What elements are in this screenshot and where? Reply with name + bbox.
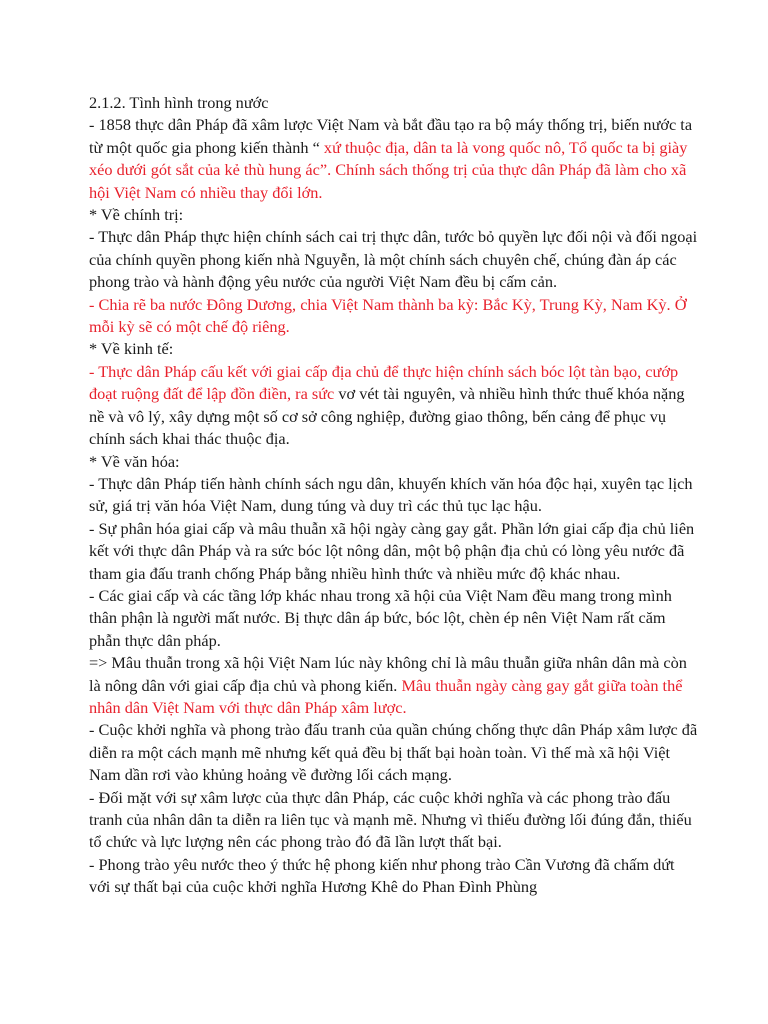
paragraph-6	[89, 338, 698, 360]
body-text: * Về văn hóa:	[89, 451, 180, 471]
body-text: * Về chính trị:	[89, 205, 184, 225]
paragraph-5	[89, 294, 698, 339]
highlighted-text: Mâu thuẫn ngày càng gay gắt giữa toàn thể nhân dân Việt Nam với thực dân Pháp xâm lược.	[89, 675, 683, 717]
paragraph-15	[89, 854, 698, 899]
body-text: - Cuộc khởi nghĩa và phong trào đấu tranh của quần chúng chống thực dân Pháp xâm lược đã diễn ra một cách mạnh mẽ nhưng kết quả đều bị thất bại hoàn toàn. Vì thế mà xã hội Việt Nam dần rơi vào khủng hoảng về đường lối cách mạng.	[89, 720, 698, 785]
paragraph-14	[89, 787, 698, 854]
paragraph-11	[89, 585, 698, 652]
body-text: - 1858 thực dân Pháp đã xâm lược Việt Nam và bắt đầu tạo ra bộ máy thống trị, biến nước ta từ một quốc gia phong kiến thành “	[89, 115, 693, 157]
paragraph-4	[89, 226, 698, 293]
body-text: => Mâu thuẫn trong xã hội Việt Nam lúc này không chỉ là mâu thuẫn giữa nhân dân mà còn là nông dân với giai cấp địa chủ và phong kiến.	[89, 653, 687, 695]
paragraph-7	[89, 361, 698, 451]
paragraph-1	[89, 92, 698, 114]
body-text: - Sự phân hóa giai cấp và mâu thuẫn xã hội ngày càng gay gắt. Phần lớn giai cấp địa chủ liên kết với thực dân Pháp và ra sức bóc lột nông dân, một bộ phận địa chủ có lòng yêu nước đã tham gia đấu tranh chống Pháp bằng nhiều hình thức và nhiều mức độ khác nhau.	[89, 518, 695, 583]
paragraph-2	[89, 114, 698, 204]
body-text: - Phong trào yêu nước theo ý thức hệ phong kiến như phong trào Cần Vương đã chấm dứt với sự thất bại của cuộc khởi nghĩa Hương Khê do Phan Đình Phùng	[89, 854, 675, 897]
body-text: 2.1.2. Tình hình trong nước	[89, 93, 269, 112]
body-text: - Các giai cấp và các tầng lớp khác nhau trong xã hội của Việt Nam đều mang trong mình thân phận là người mất nước. Bị thực dân áp bức, bóc lột, chèn ép nên Việt Nam rất căm phẫn thực dân pháp.	[89, 585, 672, 650]
paragraph-10	[89, 518, 698, 585]
body-text: vơ vét tài nguyên, và nhiều hình thức thuế khóa nặng nề và vô lý, xây dựng một số cơ sở công nghiệp, đường giao thông, bến cảng để phục vụ chính sách khai thác thuộc địa.	[89, 384, 685, 449]
body-text: - Thực dân Pháp tiến hành chính sách ngu dân, khuyến khích văn hóa độc hại, xuyên tạc lịch sử, giá trị văn hóa Việt Nam, dung túng và duy trì các thủ tục lạc hậu.	[89, 473, 693, 516]
paragraph-8	[89, 451, 698, 473]
paragraph-9	[89, 473, 698, 518]
highlighted-text: xứ thuộc địa, dân ta là vong quốc nô, Tổ quốc ta bị giày xéo dưới gót sắt của kẻ thù hung ác”. Chính sách thống trị của thực dân Pháp đã làm cho xã hội Việt Nam có nhiều thay đổi lớn.	[89, 137, 688, 202]
body-text: - Thực dân Pháp thực hiện chính sách cai trị thực dân, tước bỏ quyền lực đối nội và đối ngoại của chính quyền phong kiến nhà Nguyễn, là một chính sách chuyên chế, chúng đàn áp các phong trào và hành động yêu nước của người Việt Nam đều bị cấm cản.	[89, 227, 698, 292]
paragraph-13	[89, 719, 698, 786]
body-text: - Đối mặt với sự xâm lược của thực dân Pháp, các cuộc khởi nghĩa và các phong trào đấu tranh của nhân dân ta diễn ra liên tục và mạnh mẽ. Nhưng vì thiếu đường lối đúng đắn, thiếu tổ chức và lực lượng nên các phong trào đó đã lần lượt thất bại.	[89, 787, 692, 852]
document-body	[89, 92, 698, 899]
highlighted-text: - Thực dân Pháp cấu kết với giai cấp địa chủ để thực hiện chính sách bóc lột tàn bạo, cướp đoạt ruộng đất để lập đồn điền, ra sức	[89, 361, 679, 404]
highlighted-text: - Chia rẽ ba nước Đông Dương, chia Việt Nam thành ba kỳ: Bắc Kỳ, Trung Kỳ, Nam Kỳ. Ở mỗi kỳ sẽ có một chế độ riêng.	[89, 294, 687, 337]
paragraph-3	[89, 204, 698, 226]
paragraph-12	[89, 652, 698, 719]
body-text: * Về kinh tế:	[89, 339, 174, 359]
